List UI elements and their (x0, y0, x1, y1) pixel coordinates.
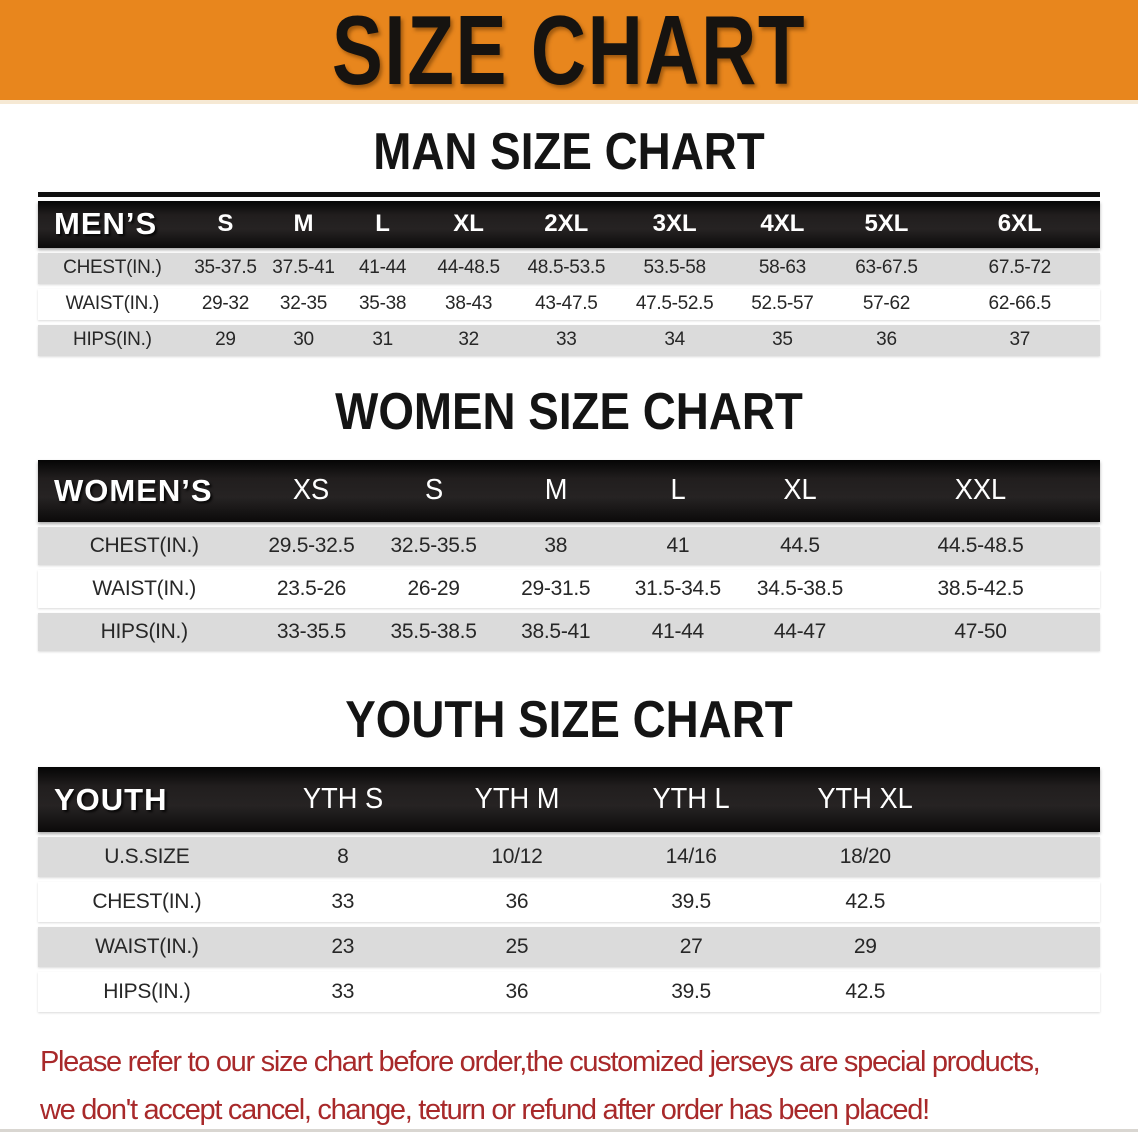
youth-row-hips-in (38, 972, 1100, 1012)
men-table-header (38, 201, 1100, 248)
cell-value: 38.5-41 (521, 619, 591, 643)
cell-value: 34 (664, 329, 685, 351)
men-header-label: MEN’S (54, 206, 158, 242)
cell-value: 29 (853, 935, 877, 959)
youth-size-table (38, 767, 1100, 1012)
men-size-col-8: 6XL (997, 210, 1042, 238)
cell-value: 35.5-38.5 (390, 619, 477, 643)
cell-value: 47.5-52.5 (635, 293, 714, 315)
cell-value: 29-31.5 (521, 576, 591, 600)
man-size-chart-section (0, 123, 1138, 356)
cell-value: 26-29 (407, 576, 460, 600)
row-label: WAIST(IN.) (95, 935, 199, 959)
cell-value: 36 (505, 890, 529, 914)
women-size-col-4: XL (783, 474, 817, 507)
men-row-waist-in (38, 289, 1100, 320)
men-size-col-5: 3XL (652, 210, 697, 238)
women-row-hips-in (38, 613, 1100, 651)
row-label: WAIST(IN.) (92, 576, 196, 600)
cell-value: 32 (458, 329, 479, 351)
row-label: CHEST(IN.) (92, 890, 202, 914)
cell-value: 62-66.5 (988, 293, 1051, 315)
cell-value: 33 (556, 329, 577, 351)
cell-value: 58-63 (758, 257, 806, 279)
men-size-col-6: 4XL (760, 210, 805, 238)
cell-value: 32-35 (279, 293, 328, 315)
youth-size-col-3: YTH XL (817, 783, 913, 816)
women-table-wrap (38, 460, 1100, 651)
cell-value: 39.5 (671, 890, 711, 914)
women-size-col-0: XS (293, 474, 330, 507)
women-size-col-1: S (424, 474, 443, 507)
cell-value: 10/12 (491, 845, 543, 869)
women-size-col-2: M (544, 474, 568, 507)
cell-value: 38-43 (445, 293, 493, 315)
cell-value: 44-47 (773, 619, 827, 643)
cell-value: 29 (215, 329, 236, 351)
cell-value: 27 (679, 935, 703, 959)
cell-value: 42.5 (845, 980, 886, 1004)
cell-value: 33 (331, 980, 355, 1004)
row-label: CHEST(IN.) (63, 257, 162, 279)
cell-value: 38.5-42.5 (937, 576, 1024, 600)
youth-table-wrap (38, 767, 1100, 1012)
men-size-col-1: M (293, 210, 314, 238)
youth-table-header (38, 767, 1100, 832)
disclaimer-line-2: we don't accept cancel, change, teturn or refund after order has been placed! (40, 1094, 929, 1127)
cell-value: 53.5-58 (643, 257, 706, 279)
row-label: HIPS(IN.) (73, 329, 152, 351)
cell-value: 32.5-35.5 (390, 533, 477, 557)
cell-value: 31.5-34.5 (634, 576, 721, 600)
row-label: HIPS(IN.) (100, 619, 188, 643)
cell-value: 63-67.5 (855, 257, 918, 279)
cell-value: 34.5-38.5 (756, 576, 843, 600)
men-size-col-0: S (217, 210, 234, 238)
cell-value: 44-48.5 (437, 257, 500, 279)
cell-value: 39.5 (671, 980, 711, 1004)
cell-value: 35-37.5 (194, 257, 257, 279)
cell-value: 57-62 (862, 293, 910, 315)
women-size-col-5: XXL (954, 474, 1007, 507)
row-label: WAIST(IN.) (65, 293, 160, 315)
cell-value: 44.5-48.5 (937, 533, 1024, 557)
women-size-table (38, 460, 1100, 651)
cell-value: 14/16 (665, 845, 717, 869)
youth-size-col-2: YTH L (652, 783, 730, 816)
youth-size-chart-section (0, 690, 1138, 1013)
women-row-waist-in (38, 570, 1100, 608)
row-label: U.S.SIZE (104, 845, 190, 869)
cell-value: 29-32 (201, 293, 249, 315)
cell-value: 41-44 (359, 257, 407, 279)
men-table-top-rule (38, 192, 1100, 197)
cell-value: 36 (505, 980, 529, 1004)
youth-header-label: YOUTH (54, 781, 168, 817)
cell-value: 33 (331, 890, 355, 914)
cell-value: 18/20 (839, 845, 891, 869)
cell-value: 41-44 (651, 619, 704, 643)
cell-value: 48.5-53.5 (527, 257, 606, 279)
disclaimer-text (40, 1038, 1138, 1134)
youth-row-ussize (38, 837, 1100, 877)
women-table-header (38, 460, 1100, 522)
cell-value: 25 (505, 935, 529, 959)
youth-row-chest-in (38, 882, 1100, 922)
cell-value: 47-50 (954, 619, 1007, 643)
cell-value: 38 (544, 533, 568, 557)
women-size-chart-heading: WOMEN SIZE CHART (335, 382, 803, 441)
women-row-chest-in (38, 527, 1100, 565)
cell-value: 8 (337, 845, 349, 869)
men-row-hips-in (38, 325, 1100, 356)
men-table-wrap (38, 192, 1100, 356)
men-size-table (38, 201, 1100, 356)
banner-title: SIZE CHART (331, 0, 807, 105)
cell-value: 23.5-26 (276, 576, 347, 600)
cell-value: 36 (876, 329, 897, 351)
cell-value: 23 (331, 935, 355, 959)
man-size-chart-heading: MAN SIZE CHART (373, 123, 765, 181)
cell-value: 44.5 (780, 533, 820, 557)
youth-size-col-1: YTH M (474, 783, 560, 816)
men-size-col-3: XL (453, 210, 484, 238)
cell-value: 30 (293, 329, 314, 351)
youth-row-waist-in (38, 927, 1100, 967)
cell-value: 37 (1009, 329, 1030, 351)
men-size-col-4: 2XL (544, 210, 589, 238)
youth-size-chart-heading: YOUTH SIZE CHART (345, 690, 793, 749)
cell-value: 35 (772, 329, 793, 351)
row-label: CHEST(IN.) (89, 533, 199, 557)
women-header-label: WOMEN’S (54, 472, 213, 508)
size-chart-banner (0, 0, 1138, 104)
cell-value: 52.5-57 (751, 293, 814, 315)
men-size-col-2: L (375, 210, 390, 238)
row-label: HIPS(IN.) (103, 980, 191, 1004)
men-row-chest-in (38, 253, 1100, 284)
cell-value: 43-47.5 (535, 293, 598, 315)
cell-value: 29.5-32.5 (268, 533, 355, 557)
cell-value: 41 (666, 533, 690, 557)
women-size-col-3: L (670, 474, 686, 507)
cell-value: 67.5-72 (988, 257, 1051, 279)
men-size-col-7: 5XL (864, 210, 909, 238)
cell-value: 35-38 (359, 293, 407, 315)
cell-value: 33-35.5 (276, 619, 347, 643)
cell-value: 31 (372, 329, 393, 351)
disclaimer-line-1: Please refer to our size chart before order,the customized jerseys are special products, (40, 1046, 1040, 1079)
women-size-chart-section (0, 382, 1138, 651)
cell-value: 42.5 (845, 890, 886, 914)
cell-value: 37.5-41 (272, 257, 335, 279)
youth-size-col-0: YTH S (302, 783, 383, 816)
